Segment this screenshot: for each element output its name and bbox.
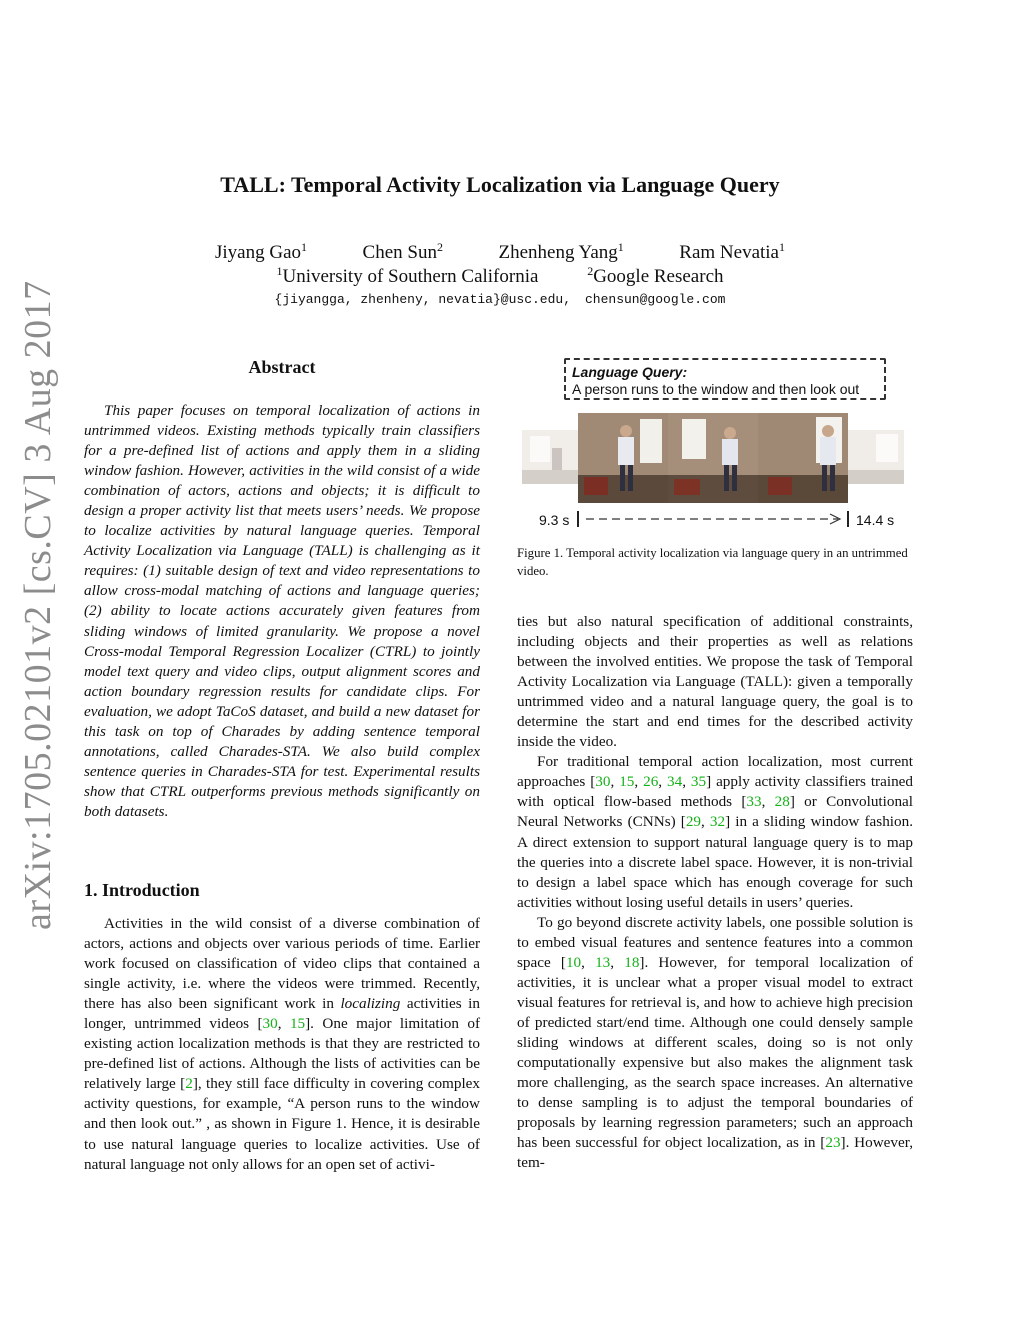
timeline-arrow: [534, 508, 904, 530]
citation-link[interactable]: 34: [667, 773, 683, 791]
start-time: 9.3 s: [539, 512, 570, 528]
citation-link[interactable]: 15: [289, 1015, 306, 1033]
citation-link[interactable]: 35: [690, 773, 707, 791]
citation-link[interactable]: 32: [709, 813, 726, 831]
citation-link[interactable]: 23: [825, 1134, 841, 1152]
video-frame-faded: [522, 430, 578, 484]
citation-link[interactable]: 18: [624, 953, 640, 971]
video-frame: [758, 413, 848, 503]
paragraph: Activities in the wild consist of a diverse combination of actors, actions and objects over various periods of time. Earlier work focused on classification of video clips that contained a single activity, i.e. where the videos were trimmed. Recently, there has also been significant work in localizing activities in longer, untrimmed videos [30, 15]. One major limitation of existing action localization methods is that they are restricted to pre-defined list of actions. Although the lists of activities can be relatively large [2], they still face difficulty in covering complex activity questions, for example, “A person runs to the window and then look out.” , as shown in Figure 1. Hence, it is desirable to use natural language queries to localize activities. Use of natural language not only allows for an open set of activi-: [84, 915, 481, 1173]
end-time: 14.4 s: [856, 512, 895, 528]
citation-link[interactable]: 15: [619, 773, 635, 791]
author: Zhenheng Yang$^1$: [498, 240, 624, 263]
introduction-column-1: [84, 914, 480, 1175]
query-text: A person runs to the window and then look out: [572, 381, 860, 397]
citation-link[interactable]: 30: [595, 773, 611, 791]
citation-link[interactable]: 30: [262, 1015, 278, 1033]
citation-link[interactable]: 29: [685, 813, 702, 831]
video-frames: [522, 413, 904, 503]
citation-link[interactable]: 13: [595, 953, 611, 971]
query-label: Language Query:: [572, 364, 688, 380]
language-query-box: [564, 358, 886, 400]
video-frame: [668, 413, 758, 503]
abstract-paragraph: This paper focuses on temporal localization of actions in untrimmed videos. Existing methods typically train classifiers for a pre-defined list of actions and apply them in a sliding window fashion. However, activities in the wild consist of a wide combination of actors, actions and objects; it is difficult to design a proper activity list that meets users’ needs. We propose to localize activities by natural language queries. Temporal Activity Localization via Language (TALL) is challenging as it requires: (1) suitable design of text and video representations to allow cross-modal matching of actions and language queries; (2) ability to locate actions accurately given features from sliding windows of limited granularity. We propose a novel Cross-modal Temporal Regression Localizer (CTRL) to jointly model text query and video clips, output alignment scores and action boundary regression results for candidate clips. For evaluation, we adopt TaCoS dataset, and build a new dataset for this task on top of Charades by adding sentence temporal annotations, called Charades-STA. We also build complex sentence queries in Charades-STA for test. Experimental results show that CTRL outperforms previous methods significantly on both datasets.: [84, 402, 480, 820]
email: {jiyangga, zhenheny, nevatia}@usc.edu,: [274, 292, 571, 307]
introduction-column-2: [517, 612, 913, 1173]
paper-title: TALL: Temporal Activity Localization via Language Query: [220, 172, 780, 197]
video-frame: [578, 413, 668, 503]
affiliation: $^1$University of Southern California: [276, 264, 539, 287]
paragraph: To go beyond discrete activity labels, one possible solution is to embed visual features and sentence features into a common space [10, 13, 18]. However, for temporal localization of activities, it is unclear what a proper visual model to extract visual features for retrieval is, and how to achieve high precision of predicted start/end time. Although one could densely sample sliding windows at different scales, doing so is not only computationally expensive but also makes the alignment task more challenging, as the search space increases. An alternative to dense sampling is to adjust the temporal boundaries of proposals by learning regression parameters; such an approach has been successful for object localization, as in [23]. However, tem-: [517, 913, 914, 1172]
video-frame-faded: [848, 430, 904, 484]
emphasis-text: localizing: [340, 995, 401, 1013]
abstract-heading: Abstract: [248, 357, 316, 377]
arxiv-stamp: arXiv:1705.02101v2 [cs.CV] 3 Aug 2017: [17, 280, 59, 930]
citation-link[interactable]: 26: [643, 773, 659, 791]
author: Jiyang Gao$^1$: [215, 240, 308, 263]
citation-link[interactable]: 33: [746, 793, 762, 811]
timeline: [534, 508, 904, 530]
email: chensun@google.com: [585, 292, 726, 307]
author-emails: [0, 292, 1000, 307]
figure-caption: Figure 1. Temporal activity localization via language query in an untrimmed video.: [517, 546, 908, 578]
author: Chen Sun$^2$: [362, 240, 443, 263]
abstract-text: [84, 401, 480, 822]
section-heading-introduction: 1. Introduction: [84, 880, 200, 900]
affiliation: $^2$Google Research: [587, 264, 724, 287]
author-list: [215, 240, 785, 264]
citation-link[interactable]: 2: [185, 1075, 193, 1093]
citation-link[interactable]: 10: [565, 953, 582, 971]
paragraph: ties but also natural specification of additional constraints, including objects and their properties as well as relations between the involved entities. We propose the task of Temporal Activity Localization via Language (TALL): given a temporally untrimmed video and a natural language query, the goal is to determine the start and end times for the described activity inside the video.: [517, 613, 913, 751]
affiliations: [0, 264, 1000, 288]
author: Ram Nevatia$^1$: [679, 240, 785, 263]
paragraph: For traditional temporal action localization, most current approaches [30, 15, 26, 34, 35] apply activity classifiers trained with optical flow-based methods [33, 28] or Convolutional Neural Networks (CNNs) [29, 32] in a sliding window fashion. A direct extension to support natural language query is to map the queries into a discrete label space. However, it is non-trivial to design a label space which has enough coverage for such activities without losing useful details in users’ queries.: [517, 753, 914, 911]
citation-link[interactable]: 28: [774, 793, 790, 811]
